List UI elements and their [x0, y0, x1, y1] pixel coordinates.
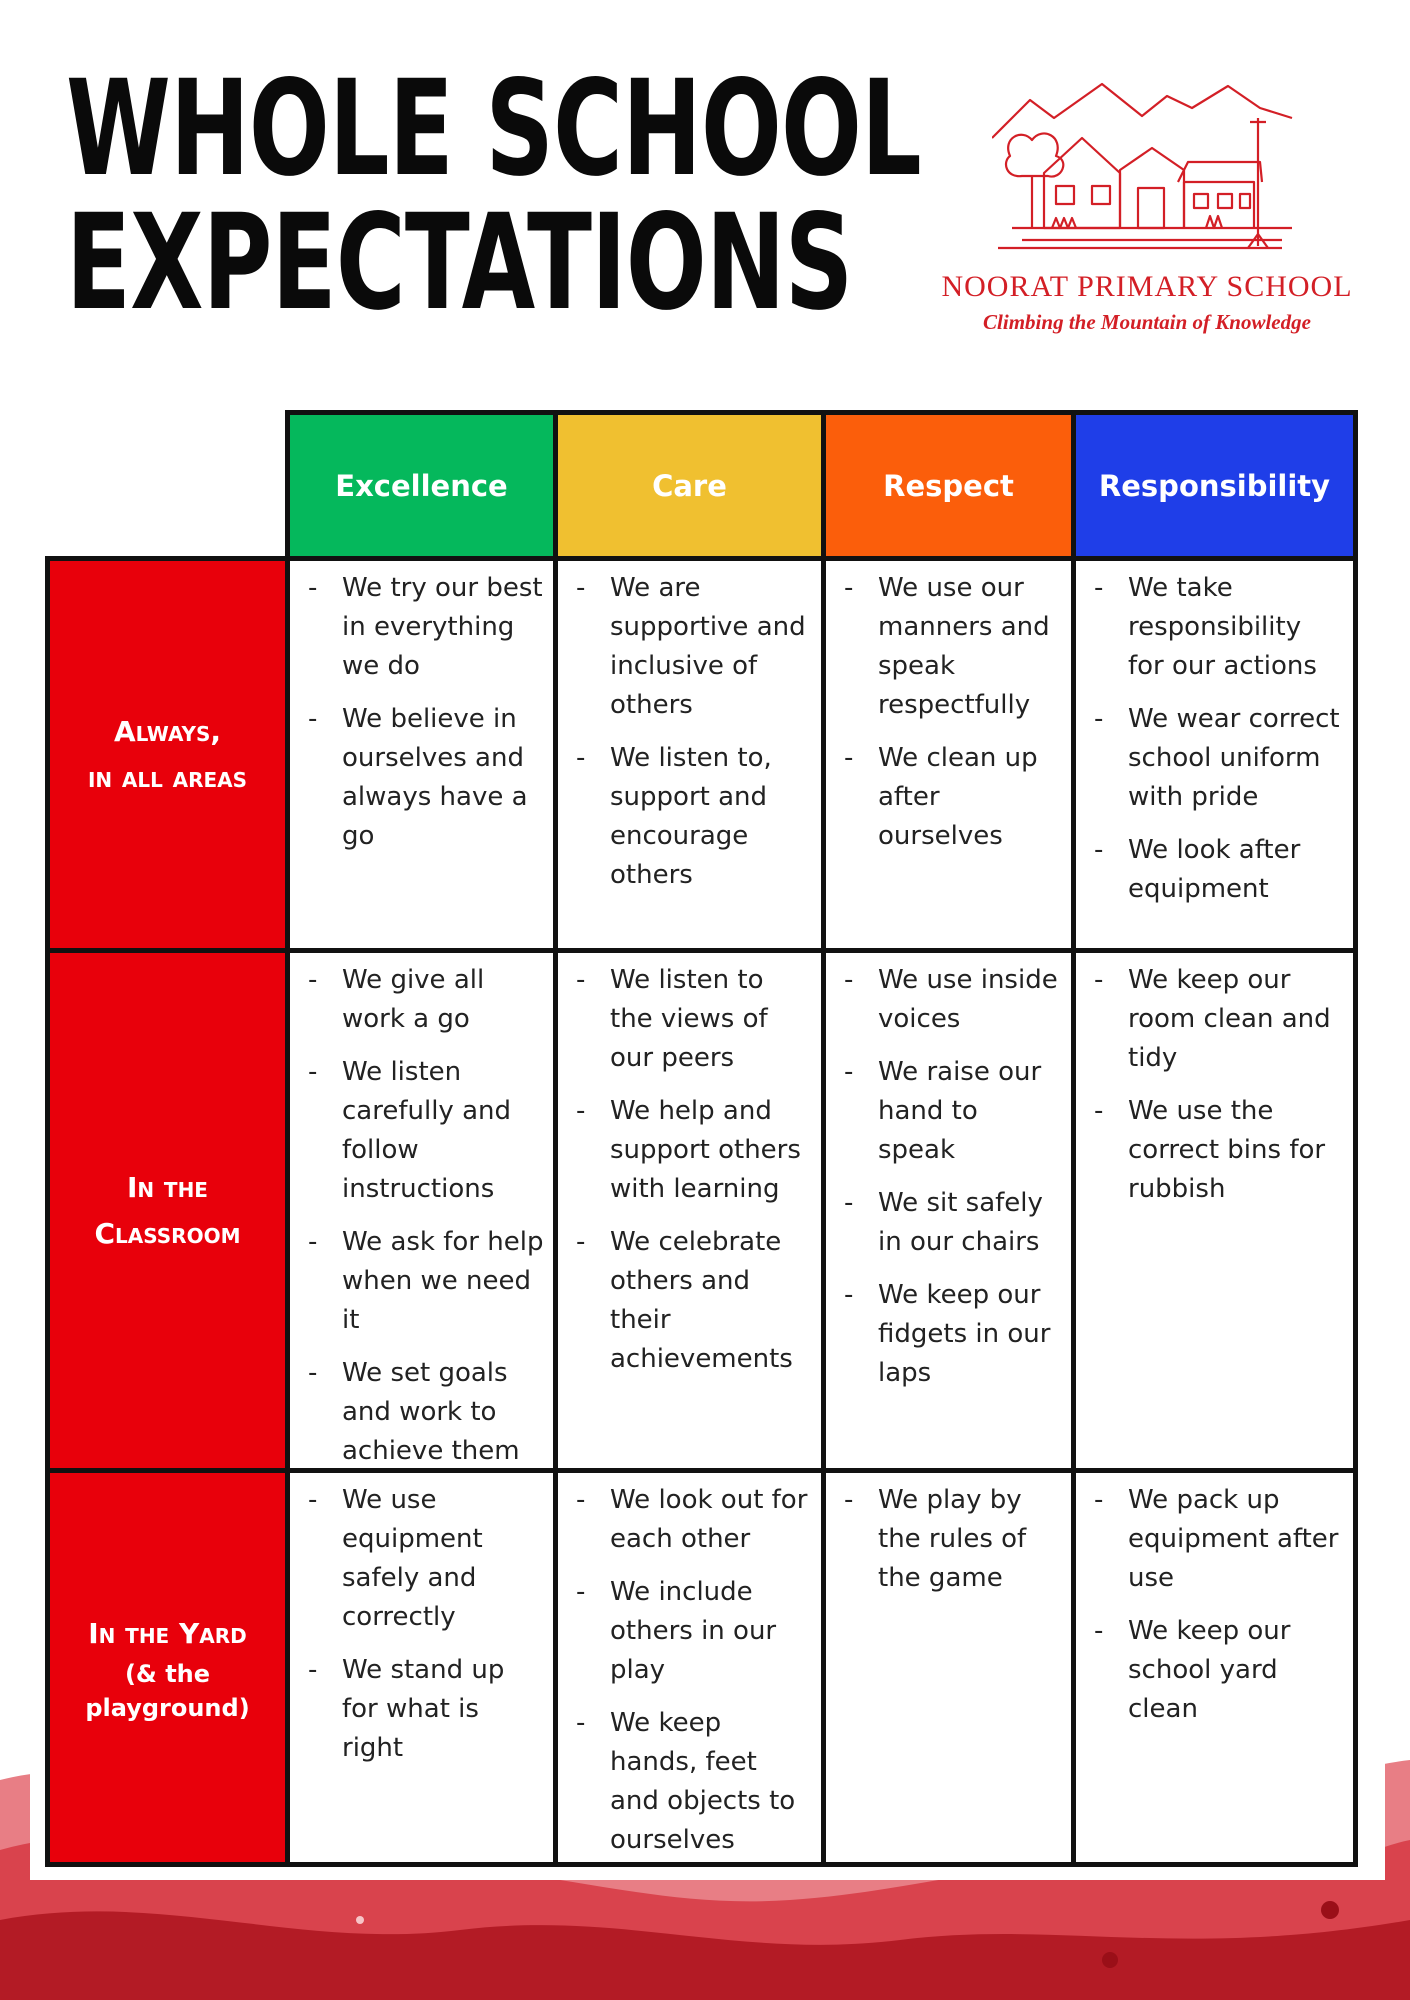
cell-classroom-respect — [821, 948, 1076, 1473]
corner-empty — [45, 410, 290, 561]
row-header-always — [45, 556, 290, 953]
cell-classroom-care — [553, 948, 826, 1473]
expectation-item: - We use the correct bins for rubbish — [1090, 1092, 1345, 1209]
title-line-1: WHOLE SCHOOL — [66, 52, 921, 206]
expectation-item: - We give all work a go — [304, 961, 545, 1039]
row-header-label: In the — [127, 1170, 208, 1204]
row-header-label: In the Yard — [88, 1616, 247, 1650]
column-header-excellence: Excellence — [285, 410, 558, 561]
column-header-responsibility: Responsibility — [1071, 410, 1358, 561]
expectation-item: - We raise our hand to speak — [840, 1053, 1063, 1170]
row-header-label: Always, — [113, 714, 222, 748]
expectation-item: - We listen to the views of our peers — [572, 961, 813, 1078]
expectation-item: - We pack up equipment after use — [1090, 1481, 1345, 1598]
school-building-illustration — [992, 78, 1302, 268]
expectation-item: - We clean up after ourselves — [840, 739, 1063, 856]
expectation-item: - We keep hands, feet and objects to ourselves — [572, 1704, 813, 1860]
expectation-item: - We believe in ourselves and always have a go — [304, 700, 545, 856]
cell-always-responsibility — [1071, 556, 1358, 953]
title-line-2: EXPECTATIONS — [66, 186, 853, 340]
expectation-item: - We look out for each other — [572, 1481, 813, 1559]
cell-always-excellence — [285, 556, 558, 953]
expectation-item: - We wear correct school uniform with pride — [1090, 700, 1345, 817]
page-title — [66, 52, 921, 340]
cell-always-care — [553, 556, 826, 953]
row-header-label: in all areas — [87, 760, 248, 794]
expectation-item: - We use our manners and speak respectfully — [840, 569, 1063, 725]
expectations-table — [30, 400, 1385, 1880]
expectation-item: - We listen to, support and encourage others — [572, 739, 813, 895]
school-name: NOORAT PRIMARY SCHOOL — [941, 270, 1353, 303]
expectation-item: - We keep our school yard clean — [1090, 1612, 1345, 1729]
cell-yard-care — [553, 1468, 826, 1867]
row-header-classroom — [45, 948, 290, 1473]
expectation-item: - We set goals and work to achieve them — [304, 1354, 545, 1471]
expectation-item: - We keep our room clean and tidy — [1090, 961, 1345, 1078]
school-logo — [912, 78, 1382, 348]
row-header-label: Classroom — [94, 1216, 241, 1250]
expectation-item: - We take responsibility for our actions — [1090, 569, 1345, 686]
expectation-item: - We listen carefully and follow instructions — [304, 1053, 545, 1209]
expectation-item: - We look after equipment — [1090, 831, 1345, 909]
column-header-care: Care — [553, 410, 826, 561]
expectation-item: - We use equipment safely and correctly — [304, 1481, 545, 1637]
expectation-item: - We celebrate others and their achievements — [572, 1223, 813, 1379]
cell-classroom-responsibility — [1071, 948, 1358, 1473]
cell-yard-responsibility — [1071, 1468, 1358, 1867]
column-header-respect: Respect — [821, 410, 1076, 561]
cell-yard-respect — [821, 1468, 1076, 1867]
expectation-item: - We stand up for what is right — [304, 1651, 545, 1768]
cell-always-respect — [821, 556, 1076, 953]
expectation-item: - We ask for help when we need it — [304, 1223, 545, 1340]
cell-classroom-excellence — [285, 948, 558, 1473]
expectation-item: - We try our best in everything we do — [304, 569, 545, 686]
expectation-item: - We sit safely in our chairs — [840, 1184, 1063, 1262]
expectation-item: - We help and support others with learning — [572, 1092, 813, 1209]
expectation-item: - We are supportive and inclusive of others — [572, 569, 813, 725]
cell-yard-excellence — [285, 1468, 558, 1867]
expectation-item: - We use inside voices — [840, 961, 1063, 1039]
school-motto: Climbing the Mountain of Knowledge — [983, 310, 1311, 334]
expectation-item: - We keep our fidgets in our laps — [840, 1276, 1063, 1393]
expectation-item: - We play by the rules of the game — [840, 1481, 1063, 1598]
row-header-yard — [45, 1468, 290, 1867]
expectation-item: - We include others in our play — [572, 1573, 813, 1690]
row-header-sublabel: (& the playground) — [85, 1659, 250, 1722]
